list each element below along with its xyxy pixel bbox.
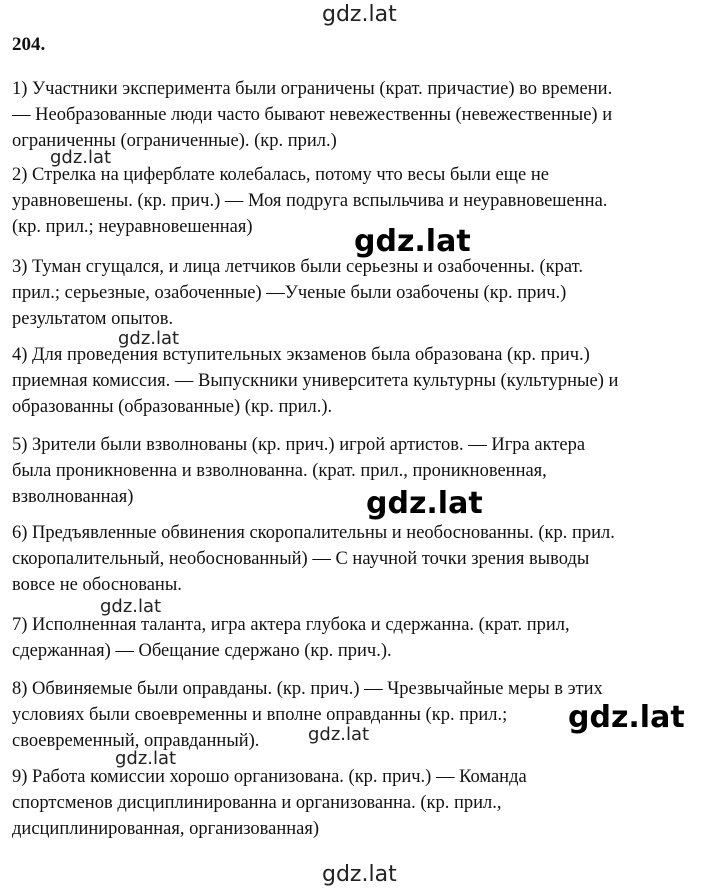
watermark: gdz.lat <box>100 596 162 617</box>
text-line: 2) Стрелка на циферблате колебалась, потому что весы были еще не <box>12 165 549 185</box>
answer-paragraph-2 <box>12 162 702 240</box>
watermark-bold: gdz.lat <box>366 486 483 521</box>
text-line: 9) Работа комиссии хорошо организована. (кр. прич.) — Команда <box>12 767 527 787</box>
watermark: gdz.lat <box>50 147 112 168</box>
text-line: 7) Исполненная таланта, игра актера глубока и сдержанна. (крат. прил, <box>12 615 570 635</box>
text-line: своевременный, оправданный). <box>12 731 260 751</box>
text-line: 6) Предъявленные обвинения скоропалительны и необоснованны. (кр. прил. <box>12 523 615 543</box>
watermark-bold: gdz.lat <box>354 224 471 259</box>
text-line: скоропалительный, необоснованный) — С научной точки зрения выводы <box>12 549 590 569</box>
text-line: прил.; серьезные, озабоченные) —Ученые были озабочены (кр. прич.) <box>12 283 567 303</box>
text-line: была проникновенна и взволнованна. (крат. прил., проникновенная, <box>12 461 547 481</box>
text-line: условиях были своевременны и вполне оправданны (кр. прил.; <box>12 705 508 725</box>
text-line: 1) Участники эксперимента были ограничены (крат. причастие) во времени. <box>12 79 613 99</box>
answer-paragraph-5 <box>12 432 702 510</box>
text-line: образованны (образованные) (кр. прил.). <box>12 397 333 417</box>
answer-paragraph-4 <box>12 342 702 420</box>
text-line: вовсе не обоснованы. <box>12 575 182 595</box>
watermark-bottom: gdz.lat <box>322 862 397 887</box>
answer-paragraph-3 <box>12 254 702 332</box>
watermark-top: gdz.lat <box>322 2 397 27</box>
text-line: спортсменов дисциплинированна и организованна. (кр. прил., <box>12 793 502 813</box>
text-line: ограниченны (ограниченные). (кр. прил.) <box>12 131 337 151</box>
text-line: приемная комиссия. — Выпускники университета культурны (культурные) и <box>12 371 619 391</box>
text-line: 4) Для проведения вступительных экзаменов была образована (кр. прич.) <box>12 345 590 365</box>
answer-paragraph-9 <box>12 764 702 842</box>
watermark: gdz.lat <box>118 328 180 349</box>
text-line: 5) Зрители были взволнованы (кр. прич.) игрой артистов. — Игра актера <box>12 435 586 455</box>
text-line: дисциплинированная, организованная) <box>12 819 320 839</box>
text-line: 8) Обвиняемые были оправданы. (кр. прич.) — Чрезвычайные меры в этих <box>12 679 603 699</box>
text-line: сдержанная) — Обещание сдержано (кр. прич.). <box>12 641 392 661</box>
text-line: (кр. прил.; неуравновешенная) <box>12 217 253 237</box>
answer-paragraph-6 <box>12 520 702 598</box>
watermark: gdz.lat <box>115 748 177 769</box>
text-line: уравновешены. (кр. прич.) — Моя подруга вспыльчива и неуравновешенна. <box>12 191 608 211</box>
exercise-number: 204. <box>12 34 46 55</box>
text-line: 3) Туман сгущался, и лица летчиков были серьезны и озабоченны. (крат. <box>12 257 583 277</box>
text-line: взволнованная) <box>12 487 134 507</box>
watermark: gdz.lat <box>308 724 370 745</box>
answer-paragraph-1 <box>12 76 702 154</box>
watermark-bold: gdz.lat <box>568 700 685 735</box>
text-line: результатом опытов. <box>12 309 174 329</box>
answer-paragraph-7 <box>12 612 702 664</box>
answer-paragraph-8 <box>12 676 702 754</box>
text-line: — Необразованные люди часто бывают невежественны (невежественные) и <box>12 105 613 125</box>
